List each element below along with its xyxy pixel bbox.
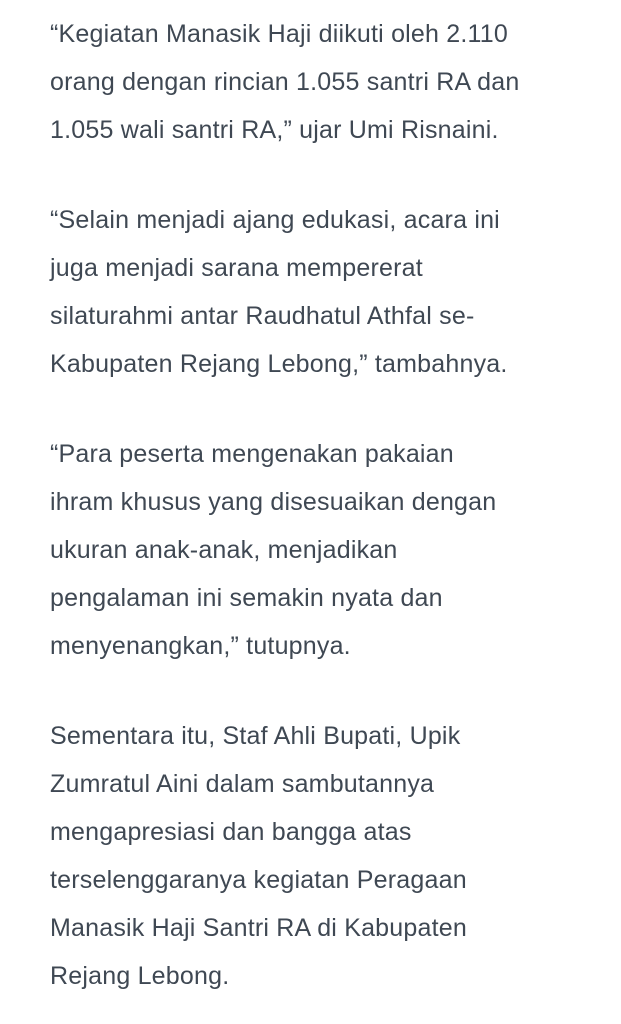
text-line: mengapresiasi dan bangga atas xyxy=(50,818,412,846)
text-line: silaturahmi antar Raudhatul Athfal se- xyxy=(50,302,475,330)
text-line: Zumratul Aini dalam sambutannya xyxy=(50,770,435,798)
article-paragraph xyxy=(50,712,591,1000)
text-line: “Selain menjadi ajang edukasi, acara ini xyxy=(50,206,500,234)
text-line: terselenggaranya kegiatan Peragaan xyxy=(50,866,467,894)
text-line: menyenangkan,” tutupnya. xyxy=(50,632,351,660)
text-line: Manasik Haji Santri RA di Kabupaten xyxy=(50,914,467,942)
text-line: Sementara itu, Staf Ahli Bupati, Upik xyxy=(50,722,461,750)
text-line: juga menjadi sarana mempererat xyxy=(50,254,423,282)
text-line: ihram khusus yang disesuaikan dengan xyxy=(50,488,497,516)
article-paragraph xyxy=(50,10,591,154)
text-line: Kabupaten Rejang Lebong,” tambahnya. xyxy=(50,350,508,378)
text-line: orang dengan rincian 1.055 santri RA dan xyxy=(50,68,520,96)
text-line: 1.055 wali santri RA,” ujar Umi Risnaini. xyxy=(50,116,499,144)
article-paragraph xyxy=(50,196,591,388)
text-line: “Kegiatan Manasik Haji diikuti oleh 2.110 xyxy=(50,20,508,48)
text-line: “Para peserta mengenakan pakaian xyxy=(50,440,454,468)
text-line: ukuran anak-anak, menjadikan xyxy=(50,536,398,564)
text-line: pengalaman ini semakin nyata dan xyxy=(50,584,443,612)
article-paragraph xyxy=(50,430,591,670)
text-line: Rejang Lebong. xyxy=(50,962,230,990)
